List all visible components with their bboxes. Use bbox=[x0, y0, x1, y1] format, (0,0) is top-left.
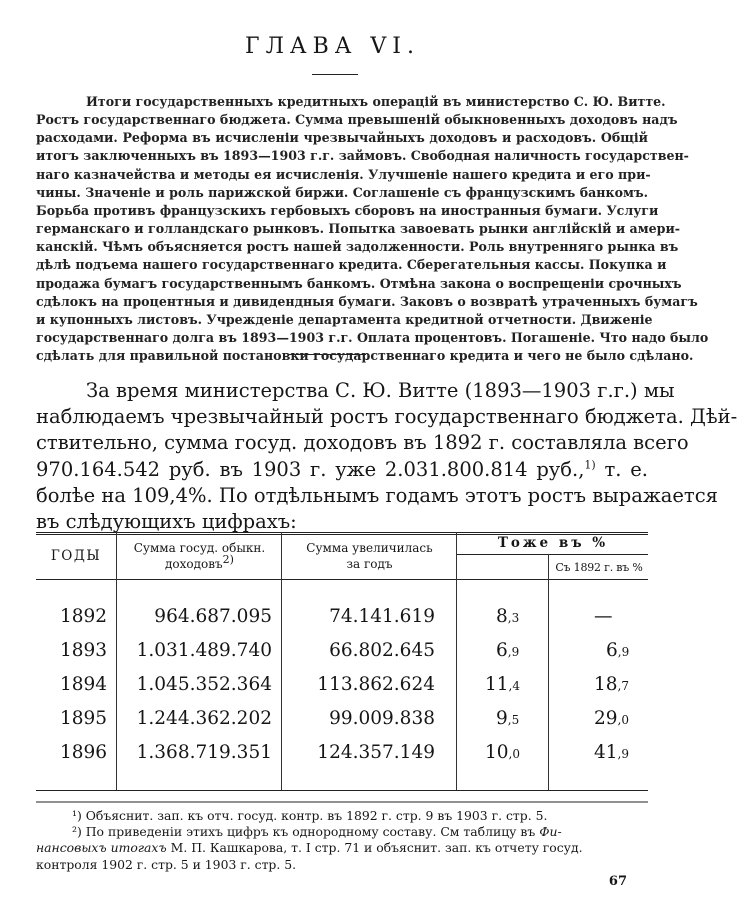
body-line-tail: т. е. bbox=[604, 457, 648, 481]
summary-line: германскаго и голландскаго рынковъ. Попытка завоевать рынки англійскій и амери- bbox=[36, 221, 681, 237]
footnote-2-line1 bbox=[72, 824, 652, 840]
chapter-title: ГЛАВА VI. bbox=[245, 34, 420, 59]
summary-line: сдѣлокъ на процентныя и дивидендныя бумаги. Заковъ о возвратѣ утраченныхъ бумагъ bbox=[36, 293, 698, 309]
footnote-ref: 1) bbox=[584, 458, 596, 472]
cell-increase: 66.802.645 bbox=[329, 640, 435, 661]
cell-pct bbox=[496, 606, 519, 629]
summary-line: и купонныхъ листовъ. Учрежденіе департамента кредитной отчетности. Движеніе bbox=[36, 311, 653, 327]
summary-line: Борьба противъ французскихъ гербовыхъ сборовъ на иностранныя бумаги. Услуги bbox=[36, 202, 659, 218]
cell-pct-int: 6 bbox=[496, 640, 508, 661]
table-subheader-rule bbox=[456, 554, 648, 555]
cell-year: 1892 bbox=[60, 606, 108, 627]
header-increase-line1: Сумма увеличилась bbox=[306, 541, 433, 555]
cell-since-int: 18 bbox=[594, 674, 618, 695]
cell-since bbox=[606, 640, 629, 663]
header-increase-line2: за годъ bbox=[346, 557, 393, 571]
summary-line: продажа бумагъ государственнымъ банкомъ. Отмѣна закона о воспрещеніи срочныхъ bbox=[36, 275, 682, 291]
header-revenue bbox=[118, 540, 281, 572]
body-paragraph bbox=[36, 378, 737, 535]
body-line: ствительно, сумма госуд. доходовъ въ 1892 г. составляла всего bbox=[36, 431, 689, 455]
cell-pct-int: 11 bbox=[485, 674, 509, 695]
cell-increase: 113.862.624 bbox=[317, 674, 435, 695]
table-column-rule bbox=[548, 554, 549, 790]
cell-revenue: 1.031.489.740 bbox=[136, 640, 272, 661]
footnote-2-line3: контроля 1902 г. стр. 5 и 1903 г. стр. 5. bbox=[36, 856, 297, 872]
cell-increase: 74.141.619 bbox=[329, 606, 435, 627]
table-column-rule bbox=[116, 532, 117, 790]
cell-since-int: 6 bbox=[606, 640, 618, 661]
cell-pct-int: 8 bbox=[496, 606, 508, 627]
body-line-with-footnote bbox=[36, 457, 648, 483]
cell-since-int: 41 bbox=[594, 742, 618, 763]
footnote-rule bbox=[36, 801, 648, 803]
body-line: болѣе на 109,4%. По отдѣльнымъ годамъ этотъ ростъ выражается bbox=[36, 483, 718, 507]
summary-line: наго казначейства и методы ея исчисленія. Улучшеніе нашего кредита и его при- bbox=[36, 166, 651, 182]
revenue-table bbox=[36, 532, 648, 794]
header-pct-group: Тоже въ % bbox=[497, 535, 609, 551]
section-rule bbox=[288, 354, 366, 355]
summary-line: государственнаго долга въ 1893—1903 г.г. Оплата процентовъ. Погашеніе. Что надо было bbox=[36, 330, 709, 346]
cell-pct-dec: ,3 bbox=[507, 611, 520, 625]
header-since-1892: Съ 1892 г. въ % bbox=[555, 561, 643, 574]
summary-line: итогъ заключенныхъ въ 1893—1903 г.г. займовъ. Свободная наличность государствен- bbox=[36, 148, 689, 164]
summary-line: Ростъ государственнаго бюджета. Сумма превышеній обыкновенныхъ доходовъ надъ bbox=[36, 112, 678, 128]
cell-since bbox=[594, 606, 613, 629]
cell-since-int: — bbox=[594, 606, 613, 627]
table-column-rule bbox=[456, 532, 457, 790]
cell-since bbox=[594, 742, 629, 765]
summary-line: сдѣлать для правильной постановки государственнаго кредита и чего не было сдѣлано. bbox=[36, 348, 694, 364]
body-line-text: 970.164.542 руб. въ 1903 г. уже 2.031.800.814 руб., bbox=[36, 457, 585, 481]
cell-revenue: 1.244.362.202 bbox=[136, 708, 272, 729]
cell-pct-dec: ,4 bbox=[508, 679, 520, 693]
footnote-2-text: М. П. Кашкарова, т. I стр. 71 и объяснит. зап. къ отчету госуд. bbox=[170, 840, 583, 856]
cell-since-int: 29 bbox=[594, 708, 618, 729]
title-rule bbox=[312, 74, 358, 75]
summary-line: канскій. Чѣмъ объясняется ростъ нашей задолженности. Роль внутренняго рынка въ bbox=[36, 239, 679, 255]
footnote-2-text: ²) По приведеніи этихъ цифръ къ однородному составу. См таблицу въ bbox=[72, 824, 536, 840]
cell-pct bbox=[496, 640, 519, 663]
cell-year: 1894 bbox=[60, 674, 108, 695]
cell-revenue: 964.687.095 bbox=[154, 606, 272, 627]
cell-pct-int: 9 bbox=[496, 708, 508, 729]
table-column-rule bbox=[281, 532, 282, 790]
body-line: въ слѣдующихъ цифрахъ: bbox=[36, 510, 297, 534]
cell-year: 1893 bbox=[60, 640, 108, 661]
cell-pct bbox=[485, 742, 520, 765]
header-revenue-line1: Сумма госуд. обыкн. bbox=[133, 541, 266, 555]
cell-increase: 99.009.838 bbox=[329, 708, 435, 729]
footnote-1: ¹) Объяснит. зап. къ отч. госуд. контр. въ 1892 г. стр. 9 въ 1903 г. стр. 5. bbox=[72, 808, 548, 823]
cell-pct-int: 10 bbox=[485, 742, 509, 763]
summary-line: расходами. Реформа въ исчисленіи чрезвычайныхъ доходовъ и расходовъ. Общій bbox=[36, 130, 648, 146]
summary-line: Итоги государственныхъ кредитныхъ операцій въ министерство С. Ю. Витте. bbox=[86, 94, 666, 109]
table-header-rule bbox=[36, 579, 648, 580]
body-line: наблюдаемъ чрезвычайный ростъ государственнаго бюджета. Дѣй- bbox=[36, 405, 737, 429]
header-revenue-line2: доходовъ bbox=[165, 557, 223, 571]
cell-pct-dec: ,5 bbox=[507, 713, 520, 727]
cell-revenue: 1.045.352.364 bbox=[136, 674, 272, 695]
cell-pct-dec: ,0 bbox=[508, 747, 520, 761]
cell-revenue: 1.368.719.351 bbox=[136, 742, 272, 763]
chapter-summary bbox=[36, 93, 709, 365]
header-years: ГОДЫ bbox=[50, 548, 102, 564]
table-bottom-rule bbox=[36, 790, 648, 791]
page-number: 67 bbox=[608, 874, 627, 889]
cell-since bbox=[594, 674, 629, 697]
footnote-2-italic: Фи- bbox=[539, 824, 562, 840]
summary-line: чины. Значеніе и роль парижской биржи. Соглашеніе съ французскимъ банкомъ. bbox=[36, 184, 648, 200]
cell-pct bbox=[496, 708, 519, 731]
summary-line: дѣлѣ подъема нашего государственнаго кредита. Сберегательныя кассы. Покупка и bbox=[36, 257, 667, 273]
header-revenue-footnote: 2) bbox=[222, 553, 234, 566]
cell-since bbox=[594, 708, 629, 731]
cell-pct bbox=[485, 674, 520, 697]
footnotes bbox=[36, 808, 652, 873]
cell-since-dec: ,9 bbox=[617, 747, 629, 761]
table-top-rule bbox=[36, 532, 648, 533]
cell-pct-dec: ,9 bbox=[507, 645, 520, 659]
body-line: За время министерства С. Ю. Витте (1893—1903 г.г.) мы bbox=[86, 379, 675, 402]
cell-since-dec: ,7 bbox=[617, 679, 629, 693]
cell-since-dec: ,9 bbox=[617, 645, 630, 659]
footnote-2-line2 bbox=[36, 840, 652, 856]
header-increase bbox=[283, 540, 456, 572]
cell-year: 1896 bbox=[60, 742, 108, 763]
footnote-2-italic: нансовыхъ итогахъ bbox=[36, 840, 167, 856]
cell-since-dec: ,0 bbox=[617, 713, 629, 727]
cell-year: 1895 bbox=[60, 708, 108, 729]
cell-increase: 124.357.149 bbox=[317, 742, 435, 763]
